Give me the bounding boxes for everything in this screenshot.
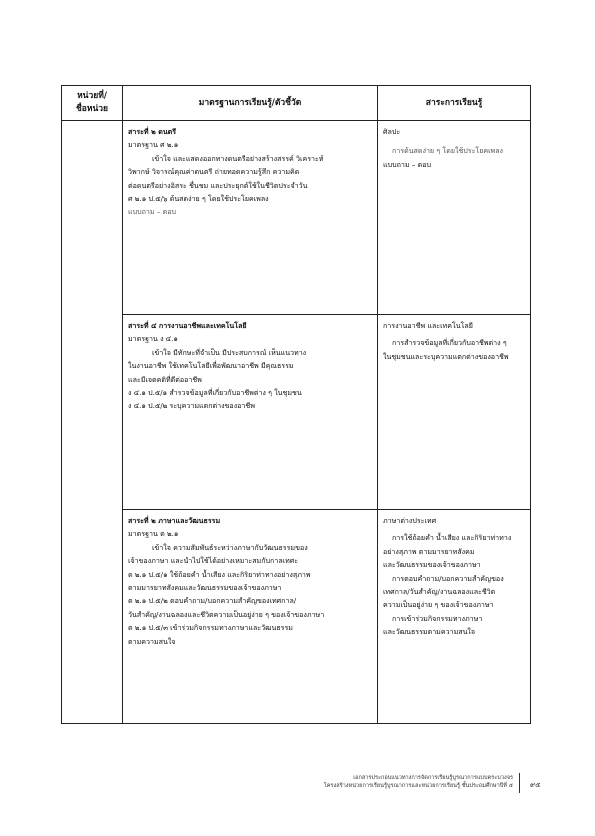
content-item: อย่างสุภาพ ตามมารยาทสังคม [383,546,475,556]
footer-line: เอกสารประกอบแนวทางการจัดการเรียนรู้บูรณาการแบบคระบวงจร [353,775,513,781]
content-item: ในชุมชนและระบุความแตกต่างของอาชีพ [383,351,509,361]
standard-desc: ต่อดนตรีอย่างอิสระ ชื่นชม และประยุกต์ใช้ในชีวิตประจำวัน [128,180,308,190]
content-item: การเข้าร่วมกิจกรรมทางภาษา [392,613,483,623]
content-item: เทศกาล/วันสำคัญ/งานฉลองและชีวิต [383,587,496,597]
standard-desc: เข้าใจ และแสดงออกทางดนตรีอย่างสร้างสรรค์ วิเคราะห์ [152,153,324,163]
standard-cell [123,121,378,315]
content-cell [378,315,531,510]
page-footer [0,770,595,810]
unit-cell [62,121,123,724]
standard-cell [123,510,378,724]
footer-text [324,774,513,791]
strand-title: สาระที่ ๒ ภาษาและวัฒนธรรม [128,516,221,525]
standard-desc: เข้าใจ ความสัมพันธ์ระหว่างภาษากับวัฒนธรรมของ [152,542,308,552]
indicator: ตามมารยาทสังคมและวัฒนธรรมของเจ้าของภาษา [128,583,282,593]
footer-line: โครงสร้างหน่วยการเรียนรู้บูรณาการและหน่วยการเรียนรู้ ชั้นประถมศึกษาปีที่ ๕ [323,783,513,790]
header-unit: หน่วยที่/ ชื่อหน่วย [62,86,123,121]
content-item: การใช้ถ้อยคำ น้ำเสียง และกิริยาท่าทาง [392,533,512,543]
standard-cell [123,315,378,510]
table-header-row [62,86,531,121]
indicator: ต ๒.๑ ป.๕/๑ ใช้ถ้อยคำ น้ำเสียง และกิริยาท่าทางอย่างสุภาพ [128,569,311,579]
content-item: และวัฒนธรรมตามความสนใจ [383,627,476,637]
indicator: ต ๒.๑ ป.๕/๒ ตอบคำถาม/บอกความสำคัญของเทศกาล/ [128,596,297,606]
standard-code: มาตรฐาน ต ๒.๑ [128,529,179,539]
content-cell [378,510,531,724]
curriculum-table [61,85,531,724]
standard-desc: เข้าใจ มีทักษะที่จำเป็น มีประสบการณ์ เห็นแนวทาง [152,347,307,357]
content-item: การสำรวจข้อมูลที่เกี่ยวกับอาชีพต่าง ๆ [392,338,507,348]
page-number: ๙๕ [530,781,541,789]
content-title: ศิลปะ [383,127,401,136]
standard-code: มาตรฐาน ศ ๒.๑ [128,140,179,150]
content-item: แบบถาม – ตอบ [383,159,431,169]
standard-desc: เจ้าของภาษา และนำไปใช้ได้อย่างเหมาะสมกับกาลเทศะ [128,556,299,566]
standard-desc: วิพากษ์ วิจารณ์คุณค่าดนตรี ถ่ายทอดความรู้สึก ความคิด [128,167,300,177]
header-standard: มาตรฐานการเรียนรู้/ตัวชี้วัด [123,86,378,121]
table-row [62,315,531,510]
content-item: และวัฒนธรรมของเจ้าของภาษา [383,560,481,570]
content-title: ภาษาต่างประเทศ [383,516,437,525]
indicator: ศ ๒.๑ ป.๕/๖ ด้นสดง่าย ๆ โดยใช้ประโยคเพลง [128,194,269,204]
strand-title: สาระที่ ๔ การงานอาชีพและเทคโนโลยี [128,321,247,330]
content-item: การด้นสดง่าย ๆ โดยใช้ประโยคเพลง [392,146,504,156]
indicator: ง ๔.๑ ป.๕/๑ สำรวจข้อมูลที่เกี่ยวกับอาชีพต่าง ๆ ในชุมชน [128,388,302,398]
standard-code: มาตรฐาน ง ๔.๑ [128,334,178,344]
strand-title: สาระที่ ๒ ดนตรี [128,127,177,136]
standard-desc: และมีเจตคติที่ดีต่ออาชีพ [128,374,202,384]
content-title: การงานอาชีพ และเทคโนโลยี [383,321,473,330]
indicator: ต ๒.๑ ป.๕/๓ เข้าร่วมกิจกรรมทางภาษาและวัฒนธรรม [128,623,293,633]
content-item: การตอบคำถาม/บอกความสำคัญของ [392,573,504,583]
indicator: แบบถาม – ตอบ [128,207,176,217]
table-row [62,510,531,724]
indicator: วันสำคัญ/งานฉลองและชีวิตความเป็นอยู่ง่าย ๆ ของเจ้าของภาษา [128,609,325,619]
content-cell [378,121,531,315]
indicator: ตามความสนใจ [128,636,176,646]
content-item: ความเป็นอยู่ง่าย ๆ ของเจ้าของภาษา [383,600,494,610]
standard-desc: ในงานอาชีพ ใช้เทคโนโลยีเพื่อพัฒนาอาชีพ มีคุณธรรม [128,361,294,371]
footer-divider [519,773,520,793]
table-row [62,121,531,315]
header-content: สาระการเรียนรู้ [378,86,531,121]
indicator: ง ๔.๑ ป.๕/๒ ระบุความแตกต่างของอาชีพ [128,401,255,411]
